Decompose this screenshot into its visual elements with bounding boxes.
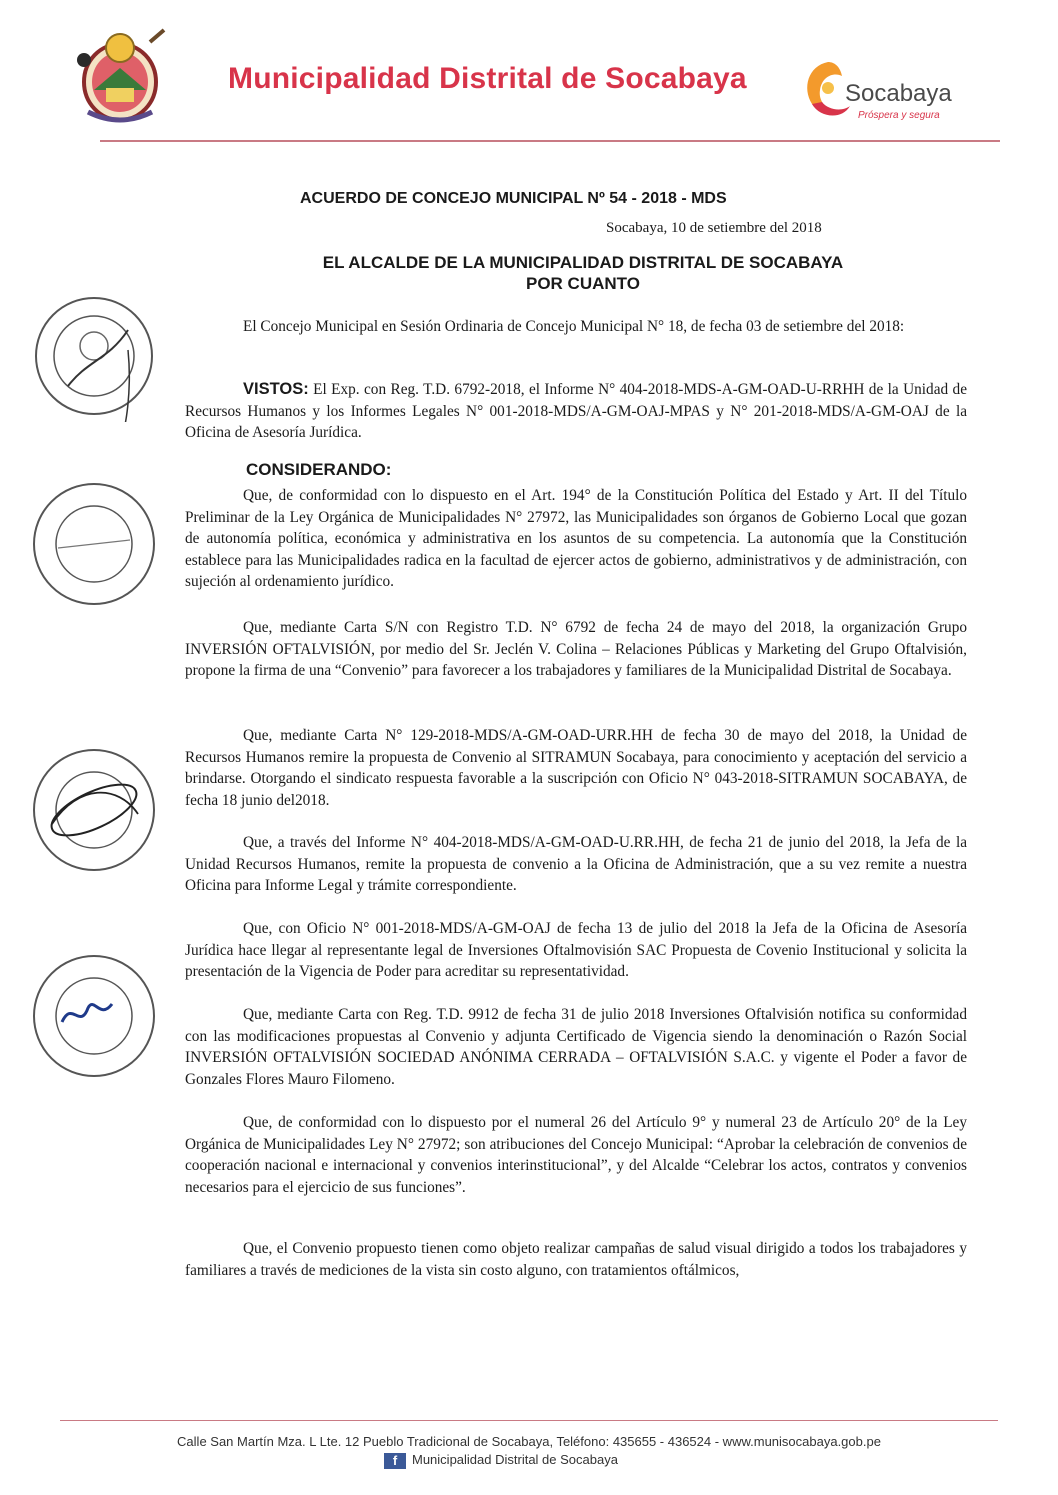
alcaldia-seal-icon [28, 290, 160, 422]
municipality-name: Municipalidad Distrital de Socabaya [228, 62, 747, 95]
considerando-paragraph: Que, mediante Carta con Reg. T.D. 9912 de fecha 31 de julio 2018 Inversiones Oftalvisión notifica su conformidad con las modificaciones propuestas al Convenio y adjunta Certificado de Vigencia siendo la denominación o Razón Social INVERSIÓN OFTALVISIÓN SOCIEDAD ANÓNIMA CERRADA – OFTALVISIÓN S.A.C. y vigente el Poder a favor de Gonzales Flores Mauro Filomeno. [185, 1006, 967, 1088]
considerando-paragraph: Que, de conformidad con lo dispuesto en el Art. 194° de la Constitución Política del Estado y Art. II del Título Preliminar de la Ley Orgánica de Municipalidades N° 27972, las Municipalidades son órganos de Gobierno Local que gozan de autonomía política, económica y administrativa en los asuntos de su competencia. La autonomía que la Constitución establece para las Municipalidades radica en la facultad de ejercer actos de gobierno, administrativos y de administración, con sujeción al ordenamiento jurídico. [185, 487, 967, 591]
brand-name: Socabaya [845, 80, 952, 107]
vistos-paragraph [185, 379, 967, 444]
footer-facebook [384, 1452, 618, 1469]
footer-divider [60, 1420, 998, 1421]
asesoria-seal-icon [28, 950, 160, 1082]
secretaria-seal-icon [28, 744, 160, 876]
considerando-paragraph: Que, con Oficio N° 001-2018-MDS/A-GM-OAJ de fecha 13 de julio del 2018 la Jefa de la Oficina de Asesoría Jurídica hace llegar al representante legal de Inversiones Oftalmovisión SAC Propuesta de Covenio Institucional y solicita la presentación de la Vigencia de Poder para acreditar su representatividad. [185, 920, 967, 981]
letterhead [0, 0, 1058, 150]
considerando-paragraph: Que, de conformidad con lo dispuesto por el numeral 26 del Artículo 9° y numeral 23 de Artículo 20° de la Ley Orgánica de Municipalidades Ley N° 27972; son atribuciones del Concejo Municipal: “Aprobar la celebración de convenios de cooperación nacional e internacional y convenios interinstitucional”, y del Alcalde “Celebrar los actos, contratos y convenios necesarios para el ejercicio de sus funciones”. [185, 1114, 967, 1196]
intro-paragraph: El Concejo Municipal en Sesión Ordinaria de Concejo Municipal N° 18, de fecha 03 de setiembre del 2018: [243, 318, 905, 335]
considerando-paragraph: Que, a través del Informe N° 404-2018-MDS/A-GM-OAD-U.RR.HH, de fecha 21 de junio del 2018, la Jefa de la Unidad Recursos Humanos, remite la propuesta de convenio a la Oficina de Administración, que a su vez remite a nuestra Oficina para Informe Legal y trámite correspondiente. [185, 834, 967, 895]
considerando-paragraph: Que, el Convenio propuesto tienen como objeto realizar campañas de salud visual dirigido a todos los trabajadores y familiares a través de mediciones de la vista sin costo alguno, con tratamientos oftálmicos, [185, 1240, 967, 1279]
municipal-crest-icon [70, 20, 170, 130]
gerencia-seal-icon [28, 478, 160, 610]
vistos-text: El Exp. con Reg. T.D. 6792-2018, el Informe N° 404-2018-MDS-A-GM-OAD-U-RRHH de la Unidad de Recursos Humanos y los Informes Legales N° 001-2018-MDS/A-GM-OAJ-MPAS y N° 201-2018-MDS/A-GM-OAJ de la Oficina de Asesoría Jurídica. [185, 381, 967, 442]
document-title: ACUERDO DE CONCEJO MUNICIPAL Nº 54 - 2018 - MDS [300, 190, 727, 207]
considerando-paragraph: Que, mediante Carta S/N con Registro T.D. N° 6792 de fecha 24 de mayo del 2018, la organización Grupo INVERSIÓN OFTALVISIÓN, por medio del Sr. Jeclén V. Colina – Relaciones Públicas y Marketing del Grupo Oftalvisión, propone la firma de una “Convenio” para favorecer a los trabajadores y familiares de la Municipalidad Distrital de Socabaya. [185, 619, 967, 680]
facebook-icon: f [384, 1453, 406, 1469]
considerando-heading: CONSIDERANDO: [246, 460, 392, 479]
por-cuanto-heading: POR CUANTO [526, 274, 640, 293]
brand-tagline: Próspera y segura [858, 110, 940, 121]
facebook-page-label: Municipalidad Distrital de Socabaya [412, 1452, 618, 1467]
footer-address: Calle San Martín Mza. L Lte. 12 Pueblo Tradicional de Socabaya, Teléfono: 435655 - 436524 - www.munisocabaya.gob.pe [177, 1434, 881, 1449]
considerando-paragraph: Que, mediante Carta N° 129-2018-MDS/A-GM-OAD-URR.HH de fecha 30 de mayo del 2018, la Unidad de Recursos Humanos remire la propuesta de Convenio al SITRAMUN Socabaya, para conocimiento y aceptación del servicio a brindarse. Otorgando el sindicato respuesta favorable a la suscripción con Oficio N° 043-2018-SITRAMUN SOCABAYA, de fecha 18 junio del2018. [185, 727, 967, 809]
header-divider [100, 140, 1000, 142]
vistos-label: VISTOS: [243, 380, 309, 398]
authority-heading: EL ALCALDE DE LA MUNICIPALIDAD DISTRITAL DE SOCABAYA [322, 253, 844, 272]
document-date: Socabaya, 10 de setiembre del 2018 [606, 220, 822, 236]
